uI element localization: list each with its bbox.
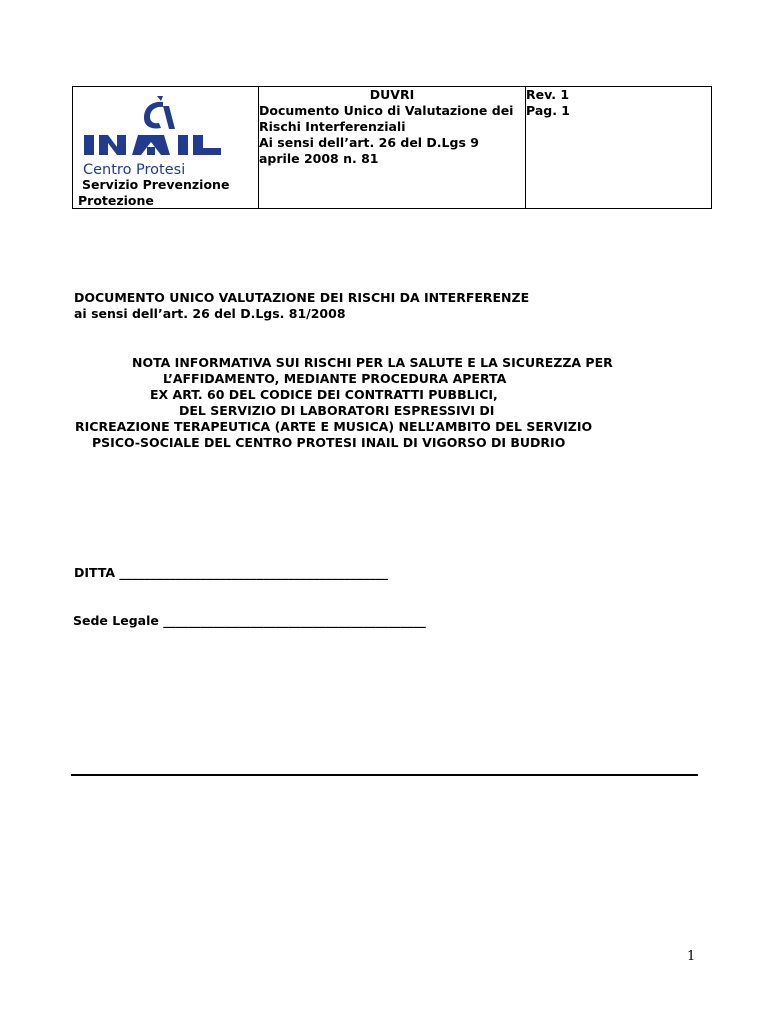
heading-line-1: DOCUMENTO UNICO VALUTAZIONE DEI RISCHI DA INTERFERENZE	[74, 290, 530, 305]
service-label	[78, 177, 254, 209]
logo-subtitle: Centro Protesi	[83, 162, 186, 178]
note-line-1: NOTA INFORMATIVA SUI RISCHI PER LA SALUTE E LA SICUREZZA PER	[132, 355, 613, 370]
title-line-5: aprile 2008 n. 81	[259, 151, 379, 166]
revision-cell	[526, 87, 712, 209]
duvri-title: DUVRI	[369, 87, 415, 102]
page-label: Pag. 1	[526, 103, 571, 118]
inail-logo	[81, 92, 231, 172]
ditta-field: DITTA ___________________________________________	[74, 565, 389, 580]
title-line-2: Documento Unico di Valutazione dei	[259, 103, 514, 118]
title-line-4: Ai sensi dell’art. 26 del D.Lgs 9	[259, 135, 479, 150]
horizontal-rule	[71, 774, 698, 776]
title-line-3: Rischi Interferenziali	[259, 119, 406, 134]
service-line-2: Protezione	[78, 193, 154, 208]
revision-label: Rev. 1	[526, 87, 570, 102]
sede-legale-field: Sede Legale __________________________________________	[73, 613, 426, 628]
service-line-1: Servizio Prevenzione	[82, 177, 230, 192]
heading-line-2: ai sensi dell’art. 26 del D.Lgs. 81/2008	[74, 306, 346, 321]
page-number: 1	[687, 949, 696, 964]
note-line-4: DEL SERVIZIO DI LABORATORI ESPRESSIVI DI	[179, 403, 495, 418]
header-table	[72, 86, 712, 209]
note-line-5: RICREAZIONE TERAPEUTICA (ARTE E MUSICA) NELL’AMBITO DEL SERVIZIO	[75, 419, 593, 434]
note-line-6: PSICO-SOCIALE DEL CENTRO PROTESI INAIL DI VIGORSO DI BUDRIO	[92, 435, 566, 450]
title-cell	[259, 87, 526, 209]
note-line-2: L’AFFIDAMENTO, MEDIANTE PROCEDURA APERTA	[163, 371, 507, 386]
note-line-3: EX ART. 60 DEL CODICE DEI CONTRATTI PUBBLICI,	[150, 387, 498, 402]
logo-cell	[73, 87, 259, 209]
